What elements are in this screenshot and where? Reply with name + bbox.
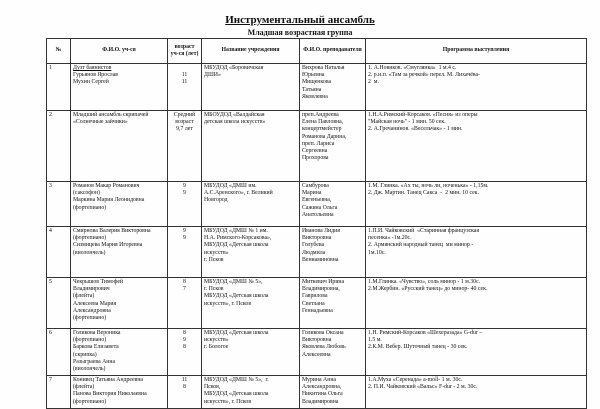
teacher-names-line: Голубева — [302, 242, 325, 249]
performance-program-line: 1. А.Новиков. «Смуглянка» 1 м.4 с. — [368, 65, 457, 71]
table-row — [47, 329, 587, 376]
student-names-line: Чекрышов Тимофей — [73, 279, 123, 285]
institution-name — [202, 182, 300, 227]
performance-program — [366, 111, 587, 182]
teacher-names-line: Людмила — [302, 249, 326, 256]
teacher-names-line: Викторовна — [302, 337, 332, 344]
teacher-names-line: Геннадьевна — [302, 307, 333, 314]
performance-program-line: 1.5 м. — [368, 337, 382, 344]
document-subtitle: Младшая возрастная группа — [247, 28, 353, 37]
performance-program-line: 1.М. Глинка. «Ах ты, ночь ли, ноченька» - 1,15м. — [368, 183, 489, 189]
row-number — [47, 64, 71, 111]
student-ages-line: 11 — [181, 79, 188, 86]
student-ages-line: 11 — [181, 377, 188, 383]
student-names-line: (флейта) — [73, 293, 95, 300]
teacher-names-line: Владимировна, — [302, 286, 340, 293]
teacher-names-line: Прохорова — [302, 155, 329, 162]
teacher-names-line: Татьяна — [302, 86, 322, 93]
teacher-names-line: Яковлева Любовь — [302, 344, 346, 351]
student-names-line: (флейта) — [73, 384, 95, 391]
institution-name-line: Псков, — [204, 384, 221, 391]
performance-program-line: 2. р.н.п. «Там за речкой» перел. М. Лихачёва- — [368, 72, 480, 79]
performance-program — [366, 227, 587, 278]
teacher-names — [300, 227, 366, 278]
student-ages-line: 9,7 лет — [176, 126, 193, 133]
student-names-line: (фортепиано) — [73, 204, 107, 211]
performance-program — [366, 329, 587, 376]
student-names-line: Алексеева Мария — [73, 300, 117, 307]
student-ages — [168, 278, 202, 329]
institution-name-line: МБУДОД «Детская школа — [204, 242, 269, 249]
student-names — [71, 329, 168, 376]
teacher-names-line: Александровна, — [302, 384, 342, 391]
student-names-line: Владимирович — [73, 286, 110, 293]
student-names — [71, 278, 168, 329]
institution-name — [202, 329, 300, 376]
performance-program — [366, 64, 587, 111]
header-number: № — [47, 39, 71, 64]
institution-name — [202, 227, 300, 278]
row-number-line: 3 — [49, 183, 52, 189]
student-names — [71, 227, 168, 278]
teacher-names-line: Вениаминовна — [302, 256, 339, 263]
performance-program-line: 2.М.Жербин. «Русский танец» до минор- 40 сек. — [368, 286, 488, 293]
performance-program-line: 1.Н. Римский-Корсаков «Шехеразада» G-dur – — [368, 330, 483, 336]
student-ages-line: 8 — [183, 279, 186, 285]
student-names-line: Конивец Татьяна Андреевна — [73, 377, 143, 383]
header-age: возраст уч-ся (лет) — [168, 39, 202, 64]
header-teacher: Ф.И.О. преподавателя — [300, 39, 366, 64]
teacher-names-line: Елена Павловна, — [302, 119, 344, 126]
document-title: Инструментальный ансамбль — [225, 14, 375, 26]
student-ages-line: 8 — [183, 384, 186, 391]
header-institution: Название учреждения — [202, 39, 300, 64]
row-number-line: 2 — [49, 112, 52, 118]
teacher-names-line: Светлана — [302, 300, 325, 307]
performance-program-line: 2. Армянский народный танец ми минор - — [368, 242, 474, 249]
student-names — [71, 182, 168, 227]
institution-name-line: МБУДОД «Боровичская — [204, 65, 264, 71]
student-names-line: Мухин Сергей — [73, 79, 109, 86]
performance-program — [366, 376, 587, 409]
student-names-line: Романов Макар Романович — [73, 183, 140, 189]
institution-name-line: искусств» — [204, 249, 229, 256]
institution-name-line: МБОУДОД «Валдайская — [204, 112, 265, 118]
student-names-line: Голикова Вероника — [73, 330, 121, 336]
performance-program-line: песенка» -1м.20с. — [368, 235, 412, 242]
teacher-names-line: Никитина Ольга — [302, 391, 343, 398]
student-names-line: Младший ансамбль скрипачей — [73, 112, 149, 118]
row-number — [47, 227, 71, 278]
teacher-names-line: Мищенкова — [302, 79, 332, 86]
student-names-line: Александровна — [73, 307, 111, 314]
row-number — [47, 329, 71, 376]
teacher-names-line: Сажина Ольга — [302, 204, 338, 211]
student-names-line: Баркова Елизавета — [73, 344, 119, 351]
institution-name-line: МБУДОД «ДМШ № 5», г. — [204, 377, 269, 383]
performance-program-line: 1.Н.А.Римский-Корсаков. «Песня» из оперы — [368, 112, 478, 118]
teacher-names-line: Яковлевна — [302, 93, 328, 100]
student-ages — [168, 376, 202, 409]
participants-table — [46, 38, 587, 409]
teacher-names-line: Голикова Оксана — [302, 330, 344, 336]
institution-name-line: г. Псков — [204, 256, 224, 263]
performance-program-line: 1.М.Глинка. «Чувство», соль минор - 1 м.30с. — [368, 279, 481, 285]
institution-name-line: г. Бологое — [204, 344, 229, 351]
student-ages-line: возраст — [175, 119, 194, 126]
performance-program-line: 2. А.Гречанинов. «Весельчак» - 1 мин. — [368, 126, 463, 133]
student-ages-line: 9 — [183, 228, 186, 234]
student-names-line: (фортепиано) — [73, 235, 107, 242]
row-number-line: 1 — [49, 65, 52, 71]
student-ages-line: 9 — [183, 183, 186, 189]
student-ages — [168, 227, 202, 278]
student-names-line: (фортепиано) — [73, 337, 107, 344]
institution-name-line: искусств», г. Псков — [204, 398, 252, 405]
student-ages — [168, 111, 202, 182]
teacher-names — [300, 111, 366, 182]
table-row — [47, 376, 587, 409]
teacher-names — [300, 182, 366, 227]
table-row — [47, 278, 587, 329]
student-names-line: Разыграева Анна — [73, 358, 116, 365]
teacher-names — [300, 278, 366, 329]
institution-name-line: А.С.Аренского», г. Великий — [204, 190, 273, 197]
performance-program-line: 1м.10с. — [368, 249, 386, 256]
performance-program-line: "Майская ночь" - 1 мин. 50 сек. — [368, 119, 446, 126]
student-ages-line: 7 — [183, 286, 186, 293]
row-number-line: 6 — [49, 330, 52, 336]
teacher-names — [300, 329, 366, 376]
row-number-line: 4 — [49, 228, 52, 234]
table-row — [47, 182, 587, 227]
student-names-line: Маркина Мария Леонидовна — [73, 197, 145, 204]
teacher-names-line: Романова Дарина, — [302, 133, 347, 140]
performance-program — [366, 278, 587, 329]
student-ages — [168, 329, 202, 376]
institution-name — [202, 64, 300, 111]
header-student-name: Ф.И.О. уч-ся — [71, 39, 168, 64]
teacher-names-line: Евгеньевна, — [302, 197, 332, 204]
institution-name-line: МБУДОД «ДМШ № 5», — [204, 279, 263, 285]
student-ages — [168, 182, 202, 227]
student-names-line: (саксофон) — [73, 190, 100, 197]
performance-program-line: 1.А.Муха «Серенада» a-moll- 1 м. 30с. — [368, 377, 463, 383]
institution-name-line: искусств» — [204, 337, 229, 344]
row-number — [47, 182, 71, 227]
performance-program — [366, 182, 587, 227]
teacher-names-line: Самбурова — [302, 183, 329, 189]
institution-name-line: ДШИ» — [204, 72, 221, 79]
student-ages-line: 8 — [183, 330, 186, 336]
institution-name-line: искусств», г. Псков — [204, 300, 252, 307]
student-ages-line: 9 — [183, 190, 186, 197]
student-names-line: «Солнечные зайчики» — [73, 119, 128, 126]
student-names-line: Дуэт баянистов — [73, 65, 112, 71]
performance-program-line: 2. П.И. Чайковский «Вальс» F-dur - 2 м. 30с. — [368, 384, 478, 391]
student-names-line: Смирнова Валерия Викторовна — [73, 228, 151, 234]
student-names-line: Гурьянов Ярослав — [73, 72, 119, 79]
institution-name-line: МБУДОД «Детская школа — [204, 293, 269, 300]
student-names-line: Сизмицева Мария Игоревна — [73, 242, 143, 249]
teacher-names-line: Алексеевна — [302, 351, 331, 358]
institution-name-line: МБУДОД «ДМШ им. — [204, 183, 257, 189]
teacher-names-line: Анатольевна — [302, 211, 334, 218]
performance-program-line: 2. Дж. Мартин. Танец Сакса - 2 мин. 10 сек. — [368, 190, 479, 197]
institution-name-line: г. Псков — [204, 286, 224, 293]
teacher-names-line: Марина — [302, 190, 322, 197]
institution-name-line: МБУДОД «Детская школа — [204, 330, 269, 336]
student-names — [71, 64, 168, 111]
student-ages — [168, 64, 202, 111]
header-program: Программа выступления — [366, 39, 587, 64]
institution-name — [202, 278, 300, 329]
row-number-line: 7 — [49, 377, 52, 383]
teacher-names-line: Мурина Анна — [302, 377, 336, 383]
row-number-line: 5 — [49, 279, 52, 285]
teacher-names-line: Вихрова Наталья — [302, 65, 345, 71]
table-header-row — [47, 39, 587, 64]
teacher-names-line: Владимировна — [302, 398, 339, 405]
performance-program-line: 2 м. — [368, 79, 379, 86]
student-names-line: (виолончель) — [73, 366, 106, 373]
institution-name — [202, 376, 300, 409]
student-ages-line: 8 — [183, 344, 186, 351]
teacher-names-line: преп.Андреева — [302, 112, 339, 118]
student-names-line: (скрипка) — [73, 351, 97, 358]
student-names — [71, 111, 168, 182]
institution-name-line: МБУДОД «ДМШ № 1 им. — [204, 228, 268, 234]
student-names-line: (фортепиано) — [73, 398, 107, 405]
table-row — [47, 227, 587, 278]
teacher-names-line: Миткевич Ирина — [302, 279, 345, 285]
teacher-names-line: преп. Лариса — [302, 140, 335, 147]
teacher-names — [300, 64, 366, 111]
institution-name-line: Новгород — [204, 197, 228, 204]
row-number — [47, 278, 71, 329]
student-ages-line: 9 — [183, 337, 186, 344]
performance-program-line: 2.К.М. Вебер. Шуточный танец - 30 сек. — [368, 344, 468, 351]
table-row — [47, 111, 587, 182]
institution-name-line: Н.А. Римского-Корсакова», — [204, 235, 272, 242]
student-ages-line — [170, 65, 199, 72]
student-names-line: (виолончель) — [73, 249, 106, 256]
institution-name — [202, 111, 300, 182]
performance-program-line: 1.П.И. Чайковский «Старинная французская — [368, 228, 480, 234]
row-number — [47, 376, 71, 409]
student-ages-line: 9 — [183, 235, 186, 242]
table-row — [47, 64, 587, 111]
student-names-line: Панова Виктория Николаевна — [73, 391, 147, 398]
teacher-names-line: Юрьевна — [302, 72, 325, 79]
student-ages-line: Средний — [173, 112, 196, 118]
teacher-names-line: концертмейстер — [302, 126, 342, 133]
row-number — [47, 111, 71, 182]
teacher-names-line: Иванова Лидия Викторовна — [302, 228, 342, 242]
student-names-line: (фортепиано) — [73, 315, 107, 322]
institution-name-line: МБУДОД «Детская школа — [204, 391, 269, 398]
student-ages-line: 11 — [181, 72, 188, 79]
teacher-names-line: Гаврилова — [302, 293, 328, 300]
student-names — [71, 376, 168, 409]
teacher-names — [300, 376, 366, 409]
teacher-names-line: Сергеевна — [302, 148, 328, 155]
institution-name-line: детская школа искусств» — [204, 119, 266, 126]
